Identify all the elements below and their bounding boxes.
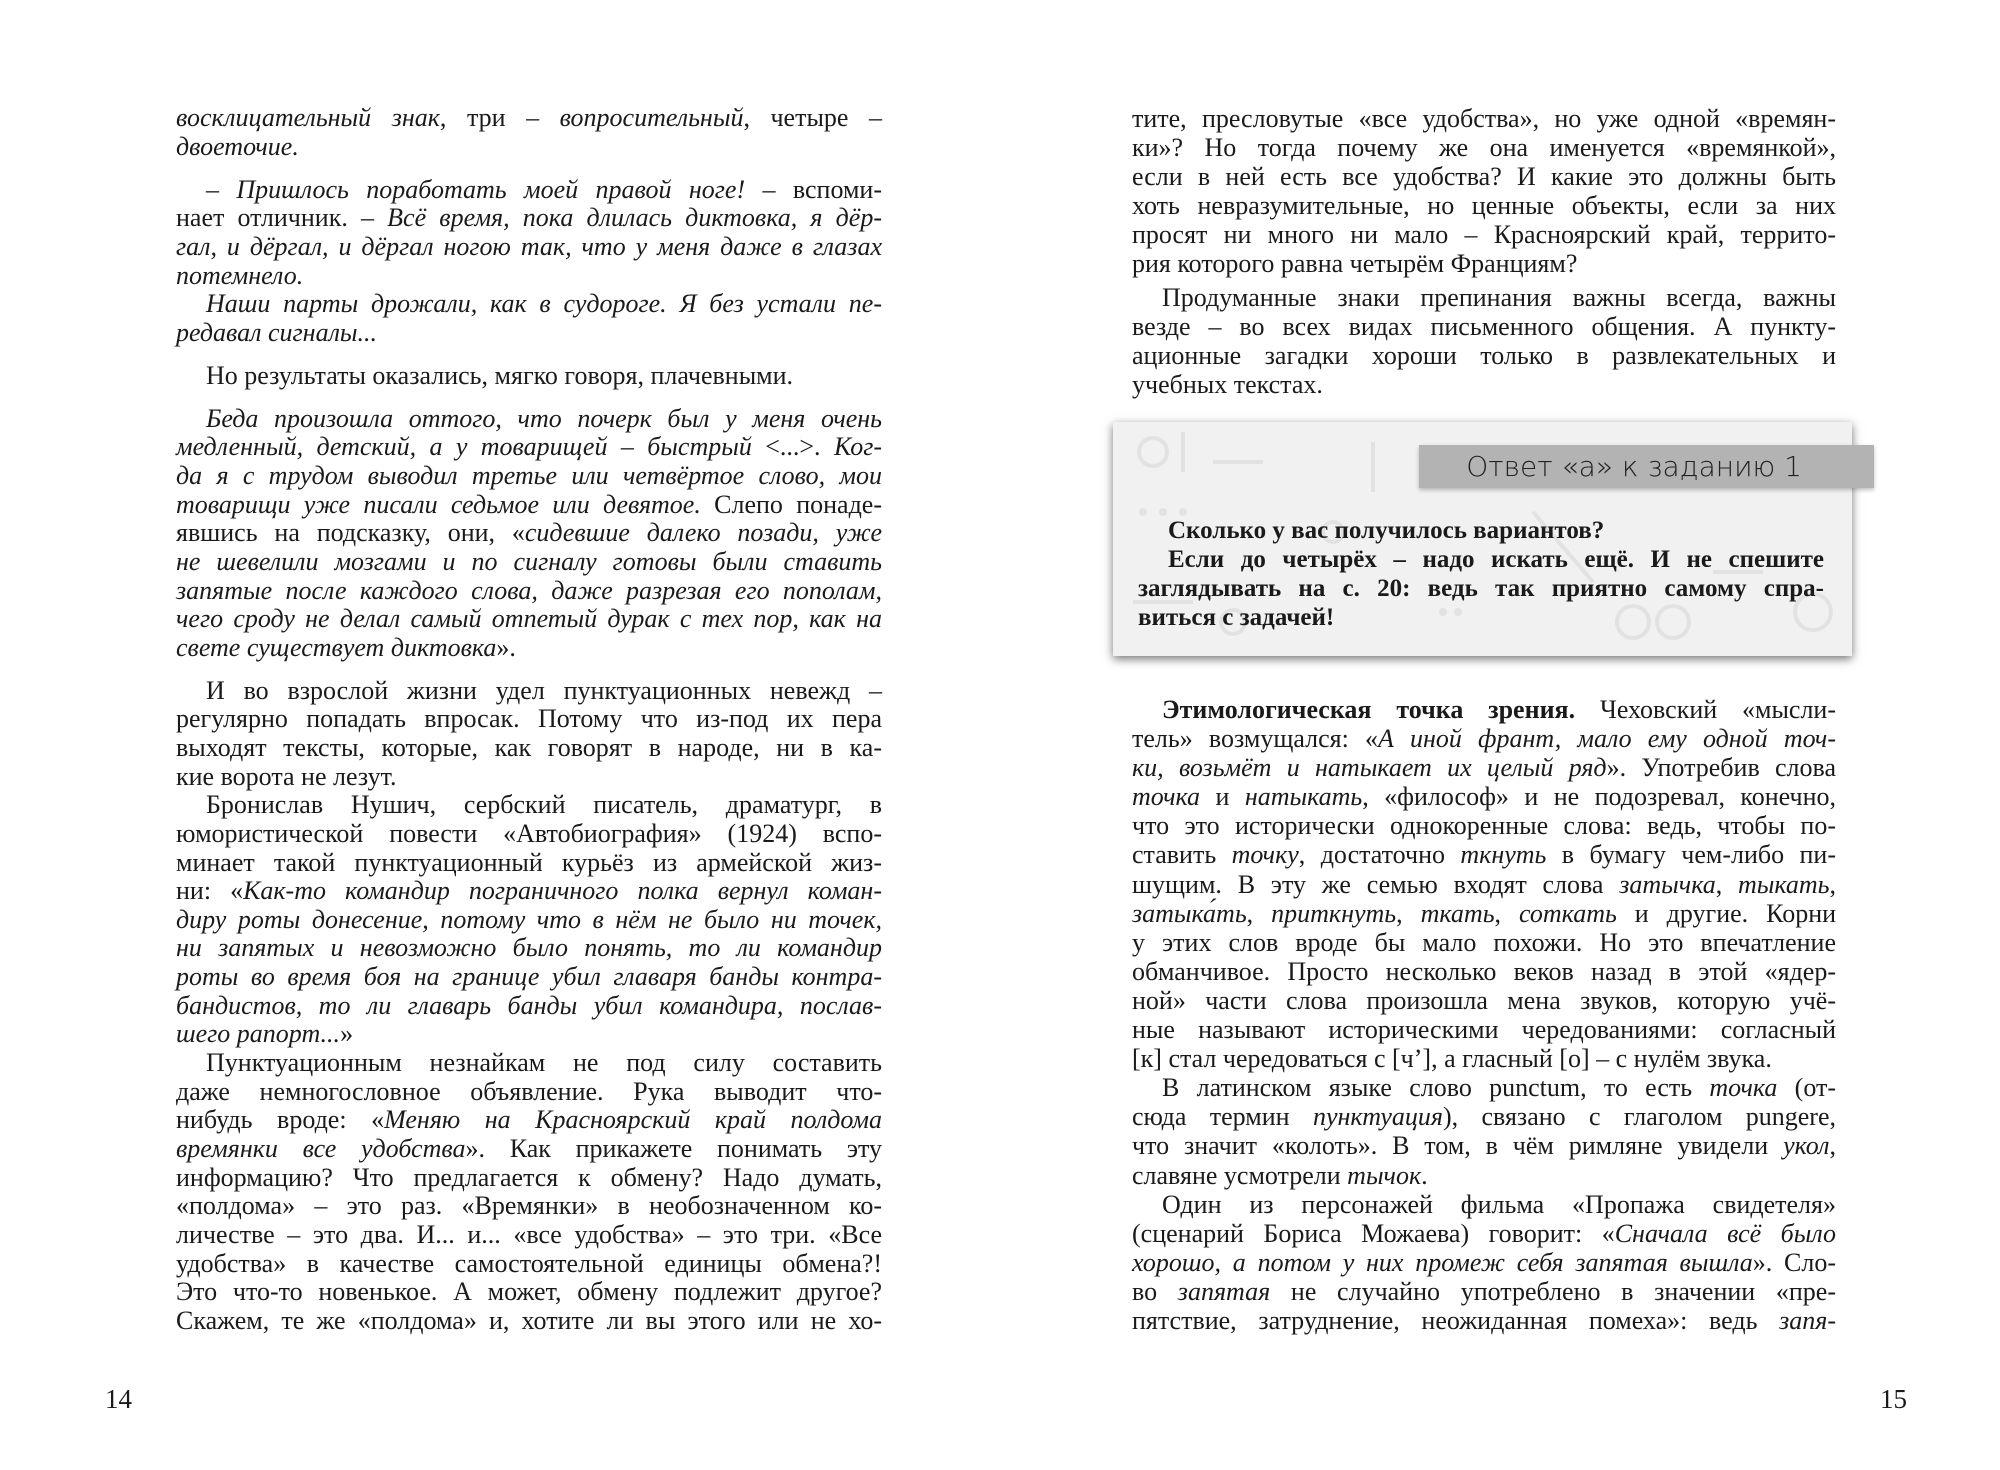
italic-text: роты во время боя на границе убил главаря банды контра-	[176, 962, 882, 992]
text-line	[176, 1307, 882, 1336]
text: Слепо понаде-	[700, 489, 882, 519]
text: <...>.	[765, 432, 834, 462]
text-line	[1132, 870, 1836, 899]
italic-text: тыкать	[1738, 869, 1830, 899]
text: ,	[1494, 898, 1520, 928]
text: ,	[1396, 898, 1421, 928]
text: что это исторически однокоренные слова: ведь, чтобы по-	[1132, 811, 1836, 841]
text-line	[176, 319, 882, 348]
answer-box-title: Ответ «а» к заданию 1	[1419, 445, 1874, 488]
text: юмористической повести «Автобиография» (1924) вспо-	[176, 818, 882, 848]
text-line	[176, 791, 882, 820]
text: Чеховский «мысли-	[1575, 695, 1836, 724]
text: ной» части слова произошла мена звуков, которую учё-	[1132, 985, 1836, 1015]
text-line	[176, 634, 882, 663]
text: , четыре –	[743, 103, 882, 132]
text-line	[176, 1250, 882, 1279]
italic-text: свете существует диктовка	[176, 632, 497, 662]
text-line	[1132, 1044, 1836, 1073]
text: ,	[1829, 869, 1837, 899]
text-line	[176, 1106, 882, 1135]
italic-text: потемнело.	[176, 260, 304, 290]
italic-text: пунктуация	[1312, 1102, 1443, 1132]
text: , достаточно	[1298, 840, 1461, 870]
text-line	[176, 705, 882, 734]
text-line	[176, 963, 882, 992]
italic-text: Ког-	[833, 432, 883, 462]
italic-text: чего сроду не делал самый отпетый дурак с тех пор, как на	[176, 604, 882, 634]
italic-text: гал, и дёргал, и дёргал ногою так, что у меня даже в глазах	[176, 231, 882, 261]
text: везде – во всех видах письменного общения. А пункту-	[1132, 311, 1836, 341]
text-line	[176, 462, 882, 491]
text-line	[176, 1278, 882, 1307]
paragraph	[176, 677, 882, 792]
italic-text: сидевшие далеко позади, уже	[524, 518, 882, 548]
text-line	[176, 1049, 882, 1078]
text-line	[176, 1164, 882, 1193]
text: ,	[1829, 1131, 1836, 1161]
text: В латинском языке слово punctum, то есть	[1162, 1073, 1710, 1103]
text: «полдома» – это раз. «Времянки» в необозначенном ко-	[176, 1191, 882, 1221]
text: во	[1132, 1276, 1178, 1306]
italic-text: запятая	[1177, 1276, 1271, 1306]
text: ,	[1246, 898, 1272, 928]
text: Бронислав Нушич, сербский писатель, драматург, в	[206, 790, 882, 820]
right-page-text-bottom	[1132, 695, 1836, 1335]
text-line	[176, 820, 882, 849]
italic-text: двоеточие.	[176, 131, 299, 161]
answer-box-text	[1138, 516, 1824, 632]
italic-text: тычок	[1347, 1160, 1422, 1190]
text-line	[1132, 283, 1836, 312]
text: Пунктуационным незнайкам не под силу составить	[206, 1048, 882, 1078]
paragraph	[176, 405, 882, 663]
text-line	[1132, 724, 1836, 753]
text: что значит «колоть». В том, в чём римляне увидели	[1132, 1131, 1784, 1161]
text: если в ней есть все удобства? И какие это должны быть	[1132, 162, 1836, 192]
text-line	[1132, 104, 1836, 133]
text: удобства» в качестве самостоятельной единицы обмена?!	[176, 1248, 882, 1278]
italic-text: шего рапорт...	[176, 1019, 341, 1049]
paragraph	[1138, 545, 1824, 632]
text-line	[176, 262, 882, 291]
text: и другие. Корни	[1616, 898, 1837, 928]
text-line	[1138, 545, 1824, 574]
italic-text: натыкать	[1244, 782, 1363, 812]
italic-text: приткнуть	[1271, 898, 1397, 928]
text: ки»? Но тогда почему же она именуется «времянкой»,	[1132, 133, 1836, 163]
text-line	[176, 906, 882, 935]
bold-text: заглядывать на с. 20: ведь так приятно самому спра-	[1138, 575, 1824, 602]
paragraph	[1132, 1190, 1836, 1335]
paragraph	[176, 362, 882, 391]
left-page-text	[176, 104, 882, 1335]
bold-text: Если до четырёх – надо искать ещё. И не спешите	[1168, 546, 1824, 573]
text: обманчивое. Просто несколько веков назад в этой «ядер-	[1132, 956, 1836, 986]
italic-text: Всё время, пока длилась диктовка, я дёр-	[387, 203, 882, 233]
text: Но результаты оказались, мягко говоря, плачевными.	[206, 360, 794, 390]
text-line	[176, 934, 882, 963]
text-line	[176, 577, 882, 606]
text-line	[176, 605, 882, 634]
italic-text: не шевелили мозгами и по сигналу готовы были ставить	[176, 546, 882, 576]
text: информацию? Что предлагается к обмену? Надо думать,	[176, 1162, 882, 1192]
paragraph	[1132, 1073, 1836, 1189]
text: явшись на подсказку, они, «	[176, 518, 525, 548]
text-line	[1132, 1161, 1836, 1190]
text-line	[176, 763, 882, 792]
text: тель» возмущался: «	[1132, 724, 1378, 754]
italic-text: времянки все удобства	[176, 1133, 466, 1163]
text-line	[176, 548, 882, 577]
text: Один из персонажей фильма «Пропажа свидетеля»	[1162, 1189, 1836, 1219]
paragraph	[176, 176, 882, 291]
text-line	[1132, 341, 1836, 370]
right-page-text-top	[1132, 104, 1836, 399]
text: –	[206, 174, 237, 204]
text-line	[176, 362, 882, 391]
text-line	[1132, 191, 1836, 220]
text-line	[1132, 1131, 1836, 1160]
text: учебных текстах.	[1132, 369, 1323, 399]
text-line	[1132, 249, 1836, 278]
text: шущим. В эту же семью входят слова	[1132, 869, 1620, 899]
text: ». Сло-	[1752, 1247, 1836, 1277]
text: выходят тексты, которые, как говорят в народе, ни в ка-	[176, 733, 882, 762]
text: (от-	[1777, 1073, 1836, 1103]
text: тите, пресловутые «все удобства», но уже одной «времян-	[1132, 104, 1836, 133]
text: даже немногословное объявление. Рука выводит что-	[176, 1076, 882, 1106]
bold-text: Этимологическая точка зрения.	[1162, 695, 1576, 724]
text: сюда термин	[1132, 1102, 1313, 1132]
italic-text: Сначала всё было	[1614, 1218, 1836, 1248]
text-line	[176, 1020, 882, 1049]
text-line	[1132, 370, 1836, 399]
text: – вспоми-	[745, 174, 883, 204]
italic-text: Как-то командир пограничного полка вернул коман-	[243, 876, 882, 906]
text-line	[1132, 811, 1836, 840]
italic-text: ки, возьмёт и натыкает их целый ряд	[1132, 753, 1607, 783]
text: рия которого равна четырём Франциям?	[1132, 249, 1578, 279]
text-line	[1138, 516, 1824, 545]
italic-text: Пришлось поработать моей правой ноге!	[236, 174, 746, 204]
text: ставить	[1132, 840, 1232, 870]
italic-text: ткать	[1420, 898, 1495, 928]
text: Это что-то новенькое. А может, обмену подлежит другое?	[176, 1277, 882, 1307]
text-line	[1138, 603, 1824, 632]
text: ационные загадки хороши только в развлекательных и	[1132, 340, 1836, 370]
text-line	[1132, 1248, 1836, 1277]
italic-text: запя-	[1779, 1305, 1836, 1335]
italic-text: А иной франт, мало ему одной точ-	[1377, 724, 1836, 754]
text-line	[176, 734, 882, 763]
text: ». Как прикажете понимать эту	[465, 1133, 883, 1163]
italic-text: бандистов, то ли главарь банды убил командира, послав-	[176, 990, 882, 1020]
italic-text: да я с трудом выводил третье или четвёртое слово, мои	[176, 460, 882, 490]
text: нибудь вроде: «	[176, 1105, 385, 1135]
text: .	[1421, 1160, 1428, 1190]
italic-text: запятые после каждого слова, даже разрезая его пополам,	[176, 575, 882, 605]
text: Скажем, те же «полдома» и, хотите ли вы этого или не хо-	[176, 1305, 882, 1335]
text-line	[176, 677, 882, 706]
text-line	[1132, 957, 1836, 986]
text-line	[176, 1078, 882, 1107]
text: ные называют историческими чередованиями: согласный	[1132, 1015, 1836, 1045]
paragraph	[1138, 516, 1824, 545]
italic-text: Наши парты дрожали, как в судороге. Я без устали пе-	[206, 289, 882, 319]
italic-text: точка	[1132, 782, 1201, 812]
text-line	[176, 233, 882, 262]
italic-text: хорошо, а потом у них промеж себя запятая вышла	[1132, 1247, 1753, 1277]
text-line	[176, 1192, 882, 1221]
italic-text: ни запятых и невозможно было понять, то ли командир	[176, 933, 882, 963]
text: минает такой пунктуационный курьёз из армейской жиз-	[176, 847, 882, 877]
text: ), связано с глаголом pungere,	[1442, 1102, 1837, 1132]
italic-text: ткнуть	[1460, 840, 1547, 870]
italic-text: медленный, детский, а у товарищей – быстрый	[176, 432, 766, 462]
paragraph	[176, 104, 882, 161]
text-line	[1132, 1073, 1836, 1102]
text-line	[176, 992, 882, 1021]
paragraph	[1132, 283, 1836, 399]
text-line	[176, 849, 882, 878]
text: Продуманные знаки препинания важны всегда, важны	[1162, 282, 1836, 312]
text-line	[176, 290, 882, 319]
answer-box	[1113, 422, 1852, 656]
italic-text: диру роты донесение, потому что в нём не было ни точек,	[176, 904, 882, 934]
text: ».	[496, 632, 516, 662]
text: , три –	[439, 103, 560, 132]
text-line	[1132, 899, 1836, 928]
italic-text: вопросительный	[559, 103, 744, 132]
text-line	[176, 104, 882, 133]
text-line	[176, 433, 882, 462]
text-line	[1132, 1277, 1836, 1306]
text: »	[340, 1019, 354, 1049]
text-line	[1132, 133, 1836, 162]
bold-text: Сколько у вас получилось вариантов?	[1168, 517, 1605, 544]
text: хоть невразумительные, но ценные объекты, если за них	[1132, 191, 1836, 221]
italic-text: точку	[1231, 840, 1299, 870]
text-line	[1138, 574, 1824, 603]
italic-text: восклицательный знак	[176, 103, 440, 132]
text: ». Употребив слова	[1606, 753, 1836, 783]
paragraph	[1132, 695, 1836, 1073]
bold-text: виться с задачей!	[1138, 604, 1335, 631]
italic-text: укол	[1783, 1131, 1830, 1161]
text: славяне усмотрели	[1132, 1160, 1348, 1190]
text-line	[176, 204, 882, 233]
italic-text: точка	[1709, 1073, 1778, 1103]
text-line	[1132, 312, 1836, 341]
text: личестве – это два. И... и... «все удобства» – это три. «Все	[176, 1219, 882, 1249]
text: кие ворота не лезут.	[176, 761, 397, 791]
text: в бумагу чем-либо пи-	[1546, 840, 1836, 870]
italic-text: товарищи уже писали седьмое или девятое.	[176, 489, 701, 519]
italic-text: затыка́ть	[1132, 898, 1247, 928]
text: просят ни много ни мало – Красноярский край, террито-	[1132, 220, 1836, 250]
text: нает отличник. –	[176, 203, 388, 233]
text-line	[1132, 1190, 1836, 1219]
text: ни: «	[176, 876, 244, 906]
text-line	[1132, 220, 1836, 249]
italic-text: Беда произошла оттого, что почерк был у меня очень	[206, 403, 882, 433]
paragraph	[176, 1049, 882, 1335]
text: (сценарий Бориса Можаева) говорит: «	[1132, 1218, 1615, 1248]
text-line	[176, 176, 882, 205]
italic-text: соткать	[1519, 898, 1617, 928]
text-line	[176, 1135, 882, 1164]
text: [к] стал чередоваться с [ч’], а гласный [о] – с нулём звука.	[1132, 1044, 1772, 1074]
text: ,	[1715, 869, 1738, 899]
text: регулярно попадать впросак. Потому что из-под их пера	[176, 704, 882, 734]
text: , «философ» и не подозревал, конечно,	[1362, 782, 1836, 812]
text-line	[1132, 1306, 1836, 1335]
italic-text: затычка	[1619, 869, 1716, 899]
text-line	[1132, 986, 1836, 1015]
text: пятствие, затруднение, неожиданная помеха»: ведь	[1132, 1305, 1780, 1335]
paragraph	[176, 290, 882, 347]
text-line	[176, 877, 882, 906]
italic-text: Меняю на Красноярский край полдома	[384, 1105, 882, 1135]
paragraph	[1132, 104, 1836, 279]
text: и	[1200, 782, 1245, 812]
text: И во взрослой жизни удел пунктуационных невежд –	[206, 675, 882, 705]
text-line	[1132, 1102, 1836, 1131]
text-line	[176, 519, 882, 548]
text-line	[1132, 1015, 1836, 1044]
text: не случайно употреблено в значении «пре-	[1270, 1276, 1836, 1306]
text-line	[176, 491, 882, 520]
page-number-left: 14	[105, 1384, 132, 1414]
text-line	[176, 1221, 882, 1250]
text-line	[1132, 162, 1836, 191]
italic-text: редавал сигналы...	[176, 317, 378, 347]
text-line	[176, 133, 882, 162]
paragraph	[176, 791, 882, 1049]
text-line	[1132, 753, 1836, 782]
text-line	[1132, 1219, 1836, 1248]
text: у этих слов вроде бы мало похожи. Но это впечатление	[1132, 927, 1836, 957]
text-line	[1132, 928, 1836, 957]
text-line	[1132, 840, 1836, 869]
text-line	[1132, 695, 1836, 724]
text-line	[1132, 782, 1836, 811]
text-line	[176, 405, 882, 434]
page-number-right: 15	[1880, 1384, 1907, 1414]
